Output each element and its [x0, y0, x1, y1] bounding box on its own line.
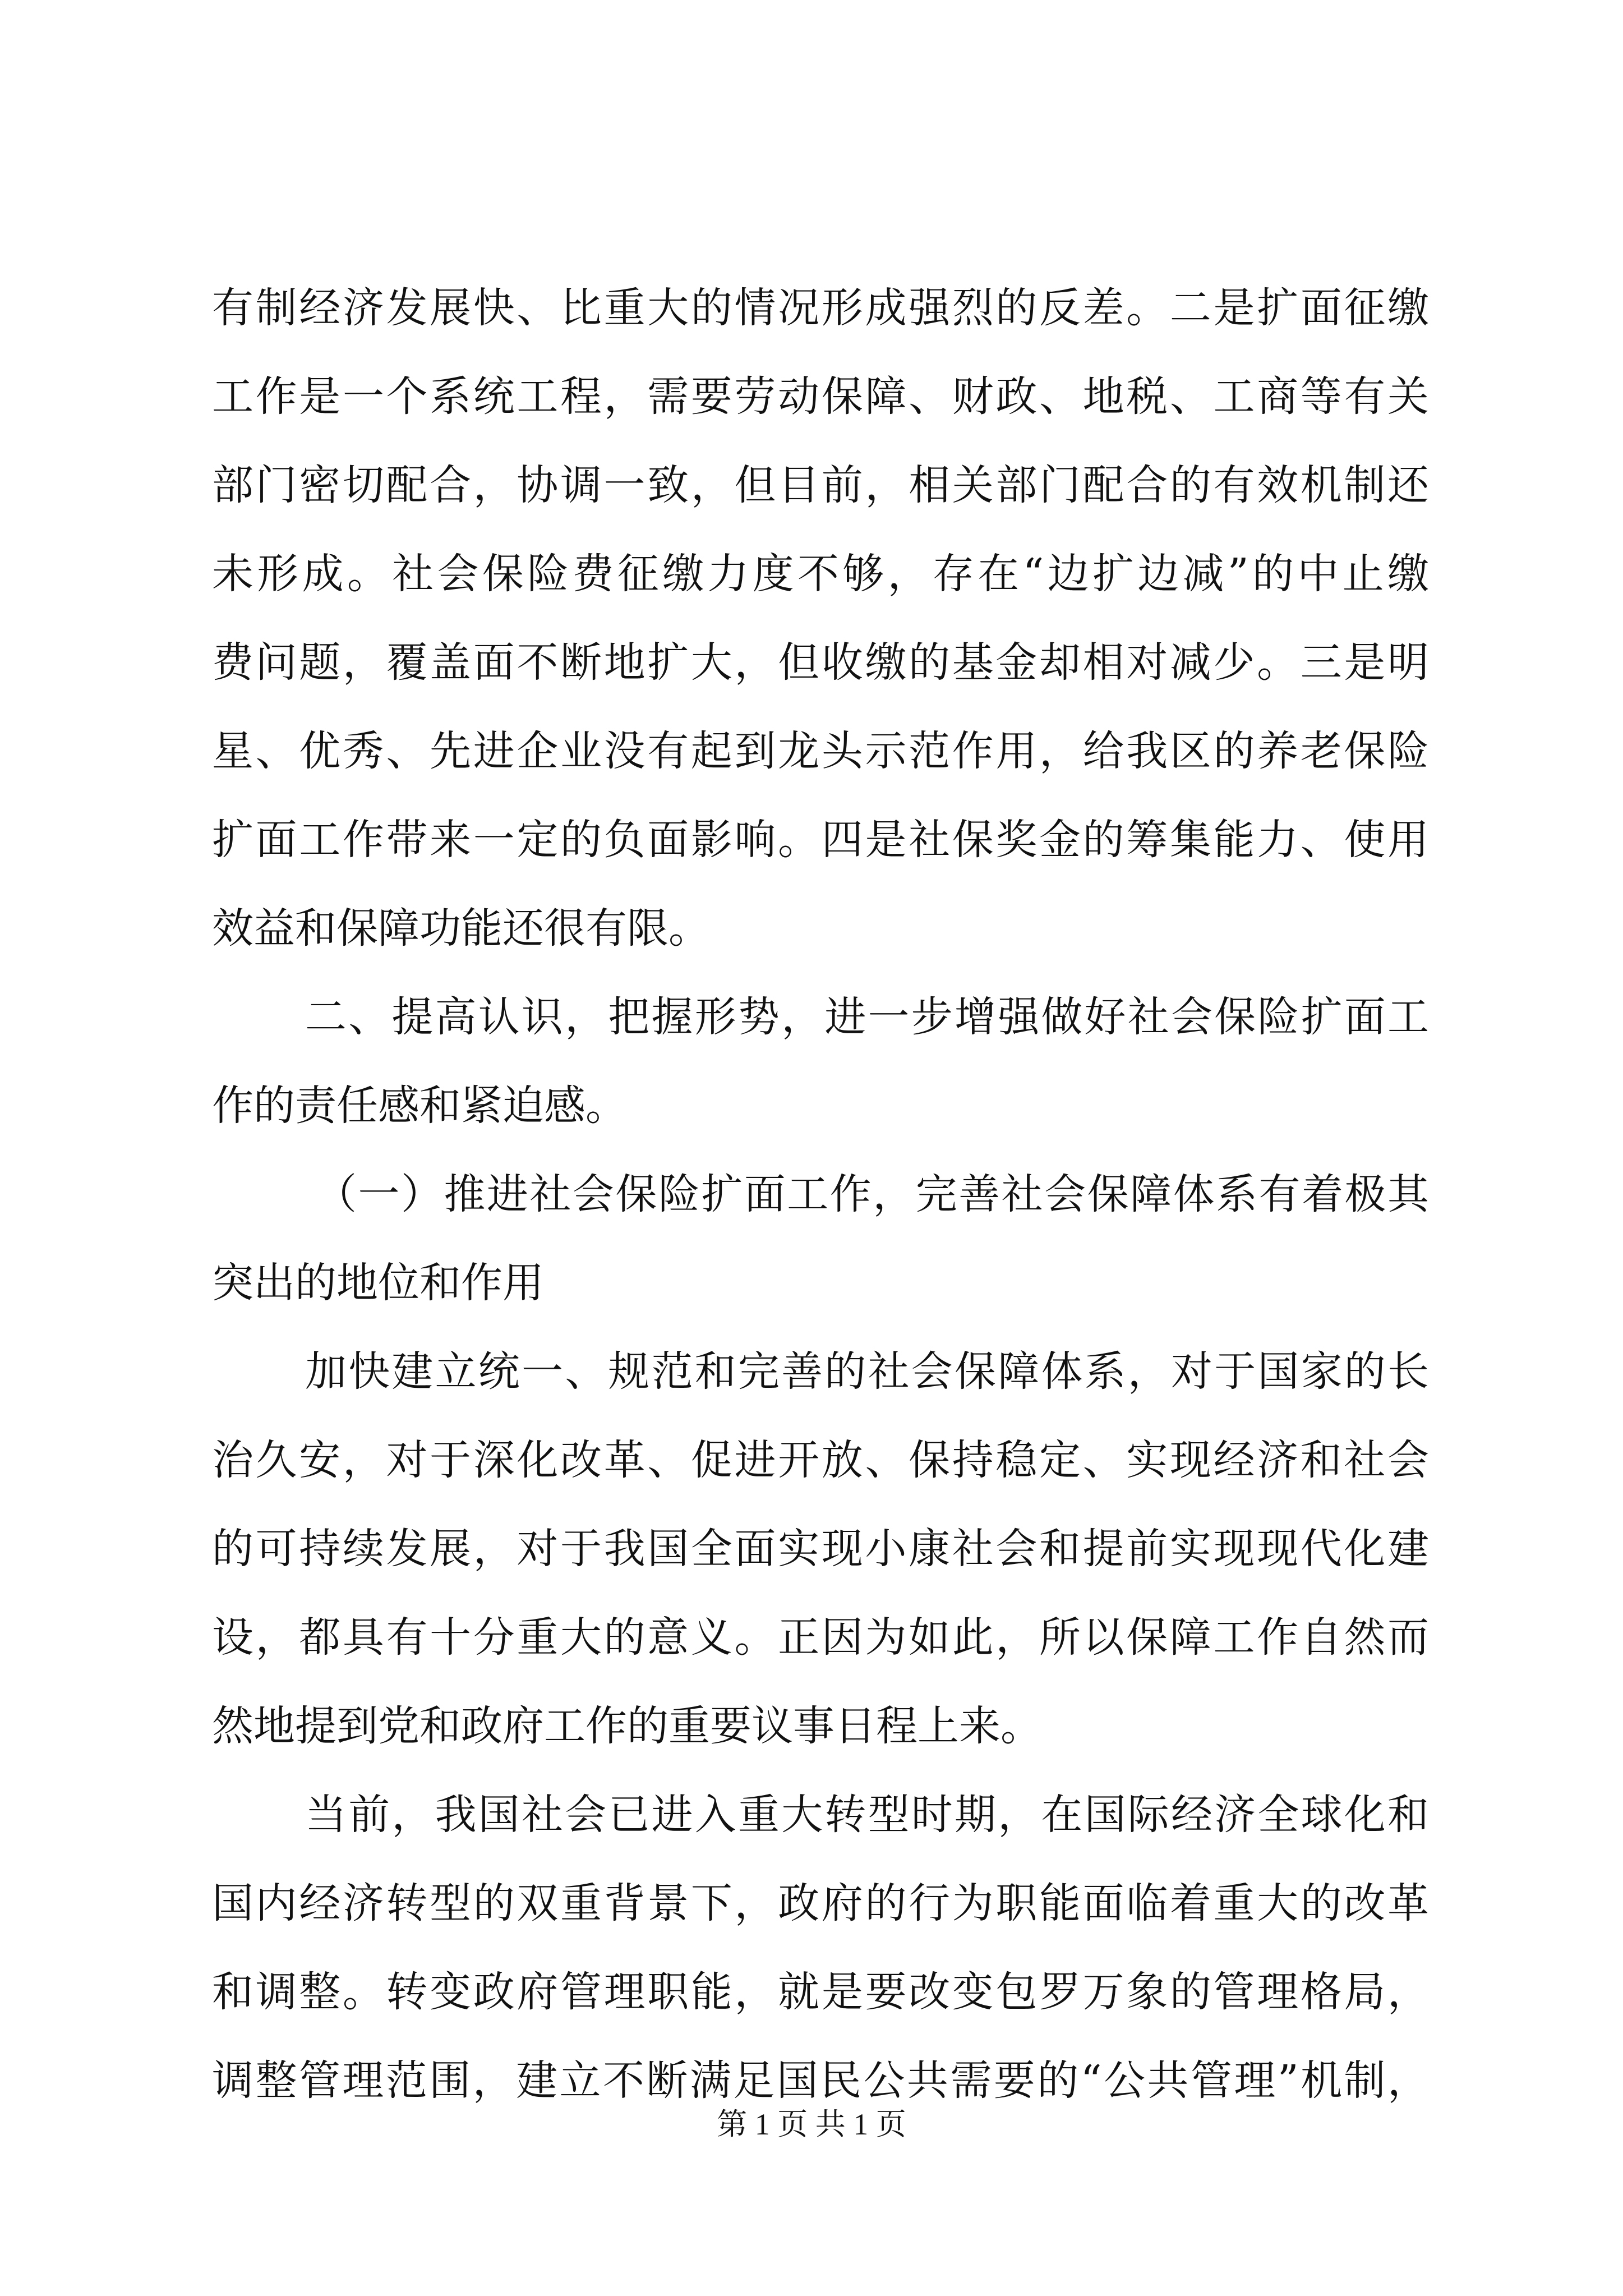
section-heading-line: 二、提高认识，把握形势，进一步增强做好社会保险扩面工 — [305, 993, 1429, 1041]
paragraph-line: 调整管理范围，建立不断满足国民公共需要的“公共管理”机制， — [212, 2056, 1429, 2105]
subsection-heading-line: （一）推进社会保险扩面工作，完善社会保障体系有着极其 — [315, 1170, 1429, 1218]
paragraph-line: 效益和保障功能还很有限。 — [212, 904, 710, 953]
paragraph-line: 的可持续发展，对于我国全面实现小康社会和提前实现现代化建 — [212, 1525, 1429, 1573]
paragraph-line: 然地提到党和政府工作的重要议事日程上来。 — [212, 1702, 1042, 1750]
page-number-footer: 第 1 页 共 1 页 — [717, 2108, 906, 2141]
paragraph-line: 和调整。转变政府管理职能，就是要改变包罗万象的管理格局， — [212, 1968, 1429, 2016]
paragraph-line: 未形成。社会保险费征缴力度不够，存在“边扩边减”的中止缴 — [212, 550, 1429, 598]
paragraph-line: 工作是一个系统工程，需要劳动保障、财政、地税、工商等有关 — [212, 372, 1429, 421]
subsection-heading-line: 突出的地位和作用 — [212, 1259, 544, 1307]
paragraph-line: 有制经济发展快、比重大的情况形成强烈的反差。二是扩面征缴 — [212, 284, 1429, 332]
paragraph-line: 治久安，对于深化改革、促进开放、保持稳定、实现经济和社会 — [212, 1436, 1429, 1484]
section-heading-line: 作的责任感和紧迫感。 — [212, 1082, 627, 1130]
paragraph-line: 扩面工作带来一定的负面影响。四是社保奖金的筹集能力、使用 — [212, 816, 1429, 864]
paragraph-line: 星、优秀、先进企业没有起到龙头示范作用，给我区的养老保险 — [212, 727, 1429, 775]
paragraph-line: 国内经济转型的双重背景下，政府的行为职能面临着重大的改革 — [212, 1879, 1429, 1927]
document-body — [212, 264, 1429, 2125]
paragraph-line: 当前，我国社会已进入重大转型时期，在国际经济全球化和 — [305, 1791, 1429, 1839]
paragraph-line: 设，都具有十分重大的意义。正因为如此，所以保障工作自然而 — [212, 1613, 1429, 1662]
paragraph-line: 费问题，覆盖面不断地扩大，但收缴的基金却相对减少。三是明 — [212, 638, 1429, 687]
paragraph-line: 部门密切配合，协调一致，但目前，相关部门配合的有效机制还 — [212, 461, 1429, 509]
paragraph-line: 加快建立统一、规范和完善的社会保障体系，对于国家的长 — [305, 1347, 1429, 1396]
